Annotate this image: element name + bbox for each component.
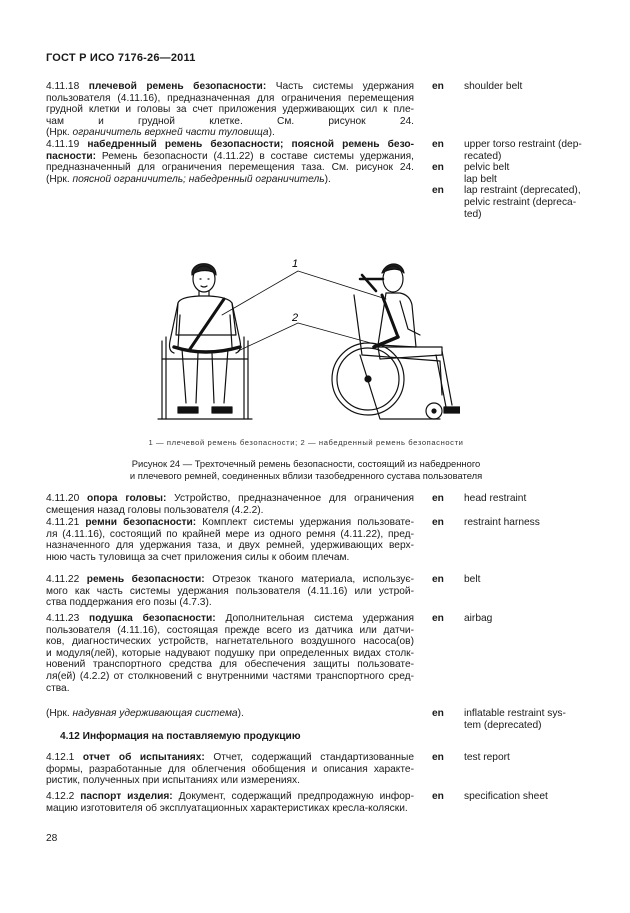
definition-segment: ля(ей) (4.2.2) от столкновений с внутренними частями транспортного сред- xyxy=(46,670,414,682)
definition-segment: Отрезок тканого материала, использує- xyxy=(204,574,414,585)
definition-segment: формы, разработанные для облегчения обобщения и описания характе- xyxy=(46,763,414,775)
definition-segment: мацию изготовителя об эксплуатационных характеристиках кресла-коляски. xyxy=(46,802,408,814)
definition-segment: ремни безопасности: xyxy=(85,517,197,528)
definition-segment: ). xyxy=(237,708,244,719)
definition-segment: 4.11.19 xyxy=(46,139,88,150)
definition-segment: Часть системы удержания xyxy=(266,81,414,92)
definition-segment: опора головы: xyxy=(87,493,167,504)
definition-line xyxy=(46,529,414,541)
definition-segment: ков, диагностических устройств, нагнетательного воздушного насоса(ов) xyxy=(46,636,414,648)
leader-lines xyxy=(222,271,386,351)
definition-segment: (Нрк. xyxy=(46,127,73,139)
definition-segment: надувная удерживающая система xyxy=(72,708,238,719)
language-tag: en xyxy=(432,517,444,528)
term-definition xyxy=(46,81,414,139)
definition-line xyxy=(46,493,414,505)
definition-line xyxy=(46,574,414,586)
figure-caption-line-1: Рисунок 24 — Трехточечный ремень безопасности, состоящий из набедренного xyxy=(131,458,481,469)
definition-line xyxy=(46,139,414,151)
figure-caption-line-2: и плечевого ремней, соединенных вблизи тазобедренного сустава пользователя xyxy=(129,470,483,481)
figure-legend: 1 — плечевой ремень безопасности; 2 — набедренный ремень безопасности xyxy=(148,438,464,447)
page-number: 28 xyxy=(46,833,58,844)
definition-line xyxy=(46,93,414,105)
definition-segment: 4.11.23 xyxy=(46,613,90,624)
definition-line xyxy=(46,708,414,720)
term-definition xyxy=(46,752,414,787)
definition-line xyxy=(46,552,414,564)
page-header: ГОСТ Р ИСО 7176-26—2011 xyxy=(46,52,196,64)
definition-line xyxy=(46,659,414,671)
section-heading: 4.12 Информация на поставляемую продукцию xyxy=(60,731,301,742)
definition-line xyxy=(46,752,414,764)
definition-line xyxy=(46,671,414,683)
english-term: pelvic belt xyxy=(464,162,510,174)
definition-segment: ля (4.11.16), состоящий по крайней мере из одного ремня (4.11.22), пред- xyxy=(46,528,414,540)
term-definition xyxy=(46,139,414,185)
definition-segment: 4.11.18 xyxy=(46,81,89,92)
definition-line xyxy=(46,636,414,648)
definition-segment: ограничитель верхней части туловища xyxy=(72,127,269,139)
english-term: specification sheet xyxy=(464,791,548,802)
definition-segment: Ремень безопасности (4.11.22) в составе системы удержания, xyxy=(96,150,414,162)
definition-segment: (Нрк. xyxy=(46,173,73,185)
term-definition xyxy=(46,708,414,720)
language-tag: en xyxy=(432,574,444,585)
language-tag: en xyxy=(432,162,444,174)
definition-segment: пользователя (4.11.16), состоящая прежде всего из датчика или датчи- xyxy=(46,624,414,636)
definition-line xyxy=(46,803,414,815)
english-term: head restraint xyxy=(464,493,527,504)
language-tag: en xyxy=(432,708,444,719)
definition-line xyxy=(46,791,414,803)
definition-segment: отчет об испытаниях: xyxy=(82,752,205,763)
definition-segment: назначенного для удержания таза, и двух ремней, удерживающих верх- xyxy=(46,540,414,552)
english-term: inflatable restraint sys- xyxy=(464,708,566,719)
definition-segment: ). xyxy=(324,173,331,185)
definition-line xyxy=(46,162,414,174)
term-definition xyxy=(46,791,414,814)
definition-segment: поясной ограничитель; набедренный ограничитель xyxy=(72,173,325,185)
definition-segment: ства поддержания его позы (4.7.3). xyxy=(46,597,212,609)
term-definition xyxy=(46,613,414,694)
definition-line xyxy=(46,127,414,139)
language-tag: en xyxy=(432,752,444,763)
english-term: restraint harness xyxy=(464,517,540,528)
figure-label-1: 1 xyxy=(292,258,299,270)
term-definition xyxy=(46,574,414,609)
definition-segment: Документ, содержащий предпродажную инфор- xyxy=(172,791,414,802)
english-term: ted) xyxy=(464,208,482,220)
definition-line xyxy=(46,151,414,163)
definition-segment: 4.12.2 xyxy=(46,791,81,802)
definition-segment: Устройство, предназначенное для ограничения xyxy=(166,493,414,504)
english-term: belt xyxy=(464,574,481,585)
definition-line xyxy=(46,505,414,517)
language-tag: en xyxy=(432,613,444,624)
english-term: lap belt xyxy=(464,173,497,185)
english-term: tem (deprecated) xyxy=(464,719,542,731)
definition-line xyxy=(46,116,414,128)
definition-segment: Комплект системы удержания пользовате- xyxy=(196,517,414,528)
definition-segment: 4.11.22 xyxy=(46,574,87,585)
definition-segment: мого как часть системы удержания пользователя (4.11.16) или устрой- xyxy=(46,585,414,597)
english-term: recated) xyxy=(464,150,502,162)
seatbelt-illustration xyxy=(150,255,460,425)
english-term: pelvic restraint (depreca- xyxy=(464,197,577,208)
definition-segment: ства. xyxy=(46,682,70,694)
definition-segment: 4.11.20 xyxy=(46,493,88,504)
definition-line xyxy=(46,517,414,529)
language-tag: en xyxy=(432,185,444,197)
definition-segment: новений транспортного средства для обеспечения защиты пользовате- xyxy=(46,659,414,671)
definition-segment: и модуля(лей), которые надувают подушку при определенных видах столк- xyxy=(46,647,414,659)
side-view-occupant xyxy=(332,264,460,419)
definition-segment: чам и грудной клетке. См. рисунок 24. xyxy=(46,115,414,127)
definition-segment: грудной клетки и головы за счет приложения удерживающих сил к пле- xyxy=(46,104,414,116)
definition-segment: смещения назад головы пользователя (4.2.2). xyxy=(46,504,264,516)
definition-line xyxy=(46,597,414,609)
definition-segment: ремень безопасности: xyxy=(86,574,205,585)
english-term: airbag xyxy=(464,613,493,624)
definition-segment: паспорт изделия: xyxy=(80,791,173,802)
figure-caption xyxy=(46,458,566,482)
definition-segment: Отчет, содержащий стандартизованные xyxy=(204,752,414,763)
definition-segment: предназначенный для ограничения перемещения таза. См. рисунок 24. xyxy=(46,162,414,174)
definition-segment: 4.12.1 xyxy=(46,752,83,763)
definition-line xyxy=(46,648,414,660)
language-tag: en xyxy=(432,139,444,150)
language-tag: en xyxy=(432,791,444,802)
definition-segment: пользователя (4.11.16), предназначенная для ограничения перемещения xyxy=(46,92,414,104)
definition-line xyxy=(46,586,414,598)
definition-line xyxy=(46,683,414,695)
definition-segment: нюю часть туловища за счет приложения силы к обоим плечам. xyxy=(46,551,350,563)
definition-segment: плечевой ремень безопасности: xyxy=(88,81,267,92)
term-definition xyxy=(46,493,414,516)
language-tag: en xyxy=(432,81,444,92)
english-term: shoulder belt xyxy=(464,81,523,92)
definition-segment: 4.11.21 xyxy=(46,517,86,528)
definition-segment: ). xyxy=(268,127,275,139)
english-term: lap restraint (deprecated), xyxy=(464,185,581,197)
definition-segment: ристик, полученных при испытаниях или измерениях. xyxy=(46,775,300,787)
definition-line xyxy=(46,174,414,186)
term-definition xyxy=(46,517,414,563)
definition-segment: набедренный ремень безопасности; поясной ремень безо- xyxy=(87,139,414,150)
definition-segment: подушка безопасности: xyxy=(89,613,216,624)
definition-segment: Дополнительная система удержания xyxy=(215,613,414,624)
definition-line xyxy=(46,764,414,776)
definition-segment: пасности: xyxy=(46,150,97,162)
figure-24 xyxy=(150,255,460,425)
definition-line xyxy=(46,775,414,787)
language-tag: en xyxy=(432,493,444,504)
definition-line xyxy=(46,540,414,552)
definition-line xyxy=(46,613,414,625)
english-term: upper torso restraint (dep- xyxy=(464,139,582,150)
definition-segment: (Нрк. xyxy=(46,708,73,719)
english-term: test report xyxy=(464,752,510,763)
definition-line xyxy=(46,104,414,116)
definition-line xyxy=(46,625,414,637)
front-view-occupant xyxy=(158,264,252,419)
figure-label-2: 2 xyxy=(292,312,299,324)
definition-line xyxy=(46,81,414,93)
